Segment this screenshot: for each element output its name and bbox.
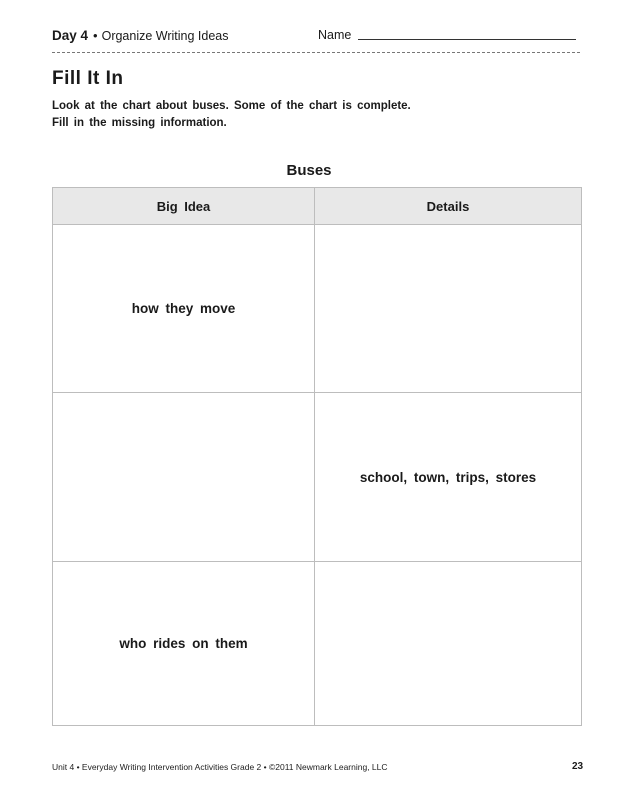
name-line xyxy=(358,39,576,40)
page-title: Fill It In xyxy=(52,68,124,89)
buses-chart xyxy=(52,187,582,726)
footer-text: Unit 4 • Everyday Writing Intervention Activities Grade 2 • ©2011 Newmark Learning, LLC xyxy=(52,762,388,772)
page-header xyxy=(52,28,578,46)
details-cell-3 xyxy=(315,561,581,725)
details-cell-2: school, town, trips, stores xyxy=(315,392,581,561)
page-number: 23 xyxy=(572,761,584,772)
header-bullet: • xyxy=(93,28,98,43)
topic-label: Organize Writing Ideas xyxy=(101,29,229,43)
instruction-line: Look at the chart about buses. Some of the chart is complete. xyxy=(52,100,411,112)
day-label: Day 4 xyxy=(52,28,89,43)
big-idea-cell-3: who rides on them xyxy=(53,561,315,725)
instruction-line: Fill in the missing information. xyxy=(52,117,227,129)
chart-title: Buses xyxy=(286,162,332,179)
instructions xyxy=(52,98,572,132)
header-big-idea: Big Idea xyxy=(53,188,315,224)
big-idea-cell-1: how they move xyxy=(53,224,315,392)
big-idea-cell-2 xyxy=(53,392,315,561)
details-cell-1 xyxy=(315,224,581,392)
name-field xyxy=(318,28,578,42)
header-details: Details xyxy=(315,188,581,224)
name-label: Name xyxy=(318,28,352,42)
header-divider xyxy=(52,52,580,53)
